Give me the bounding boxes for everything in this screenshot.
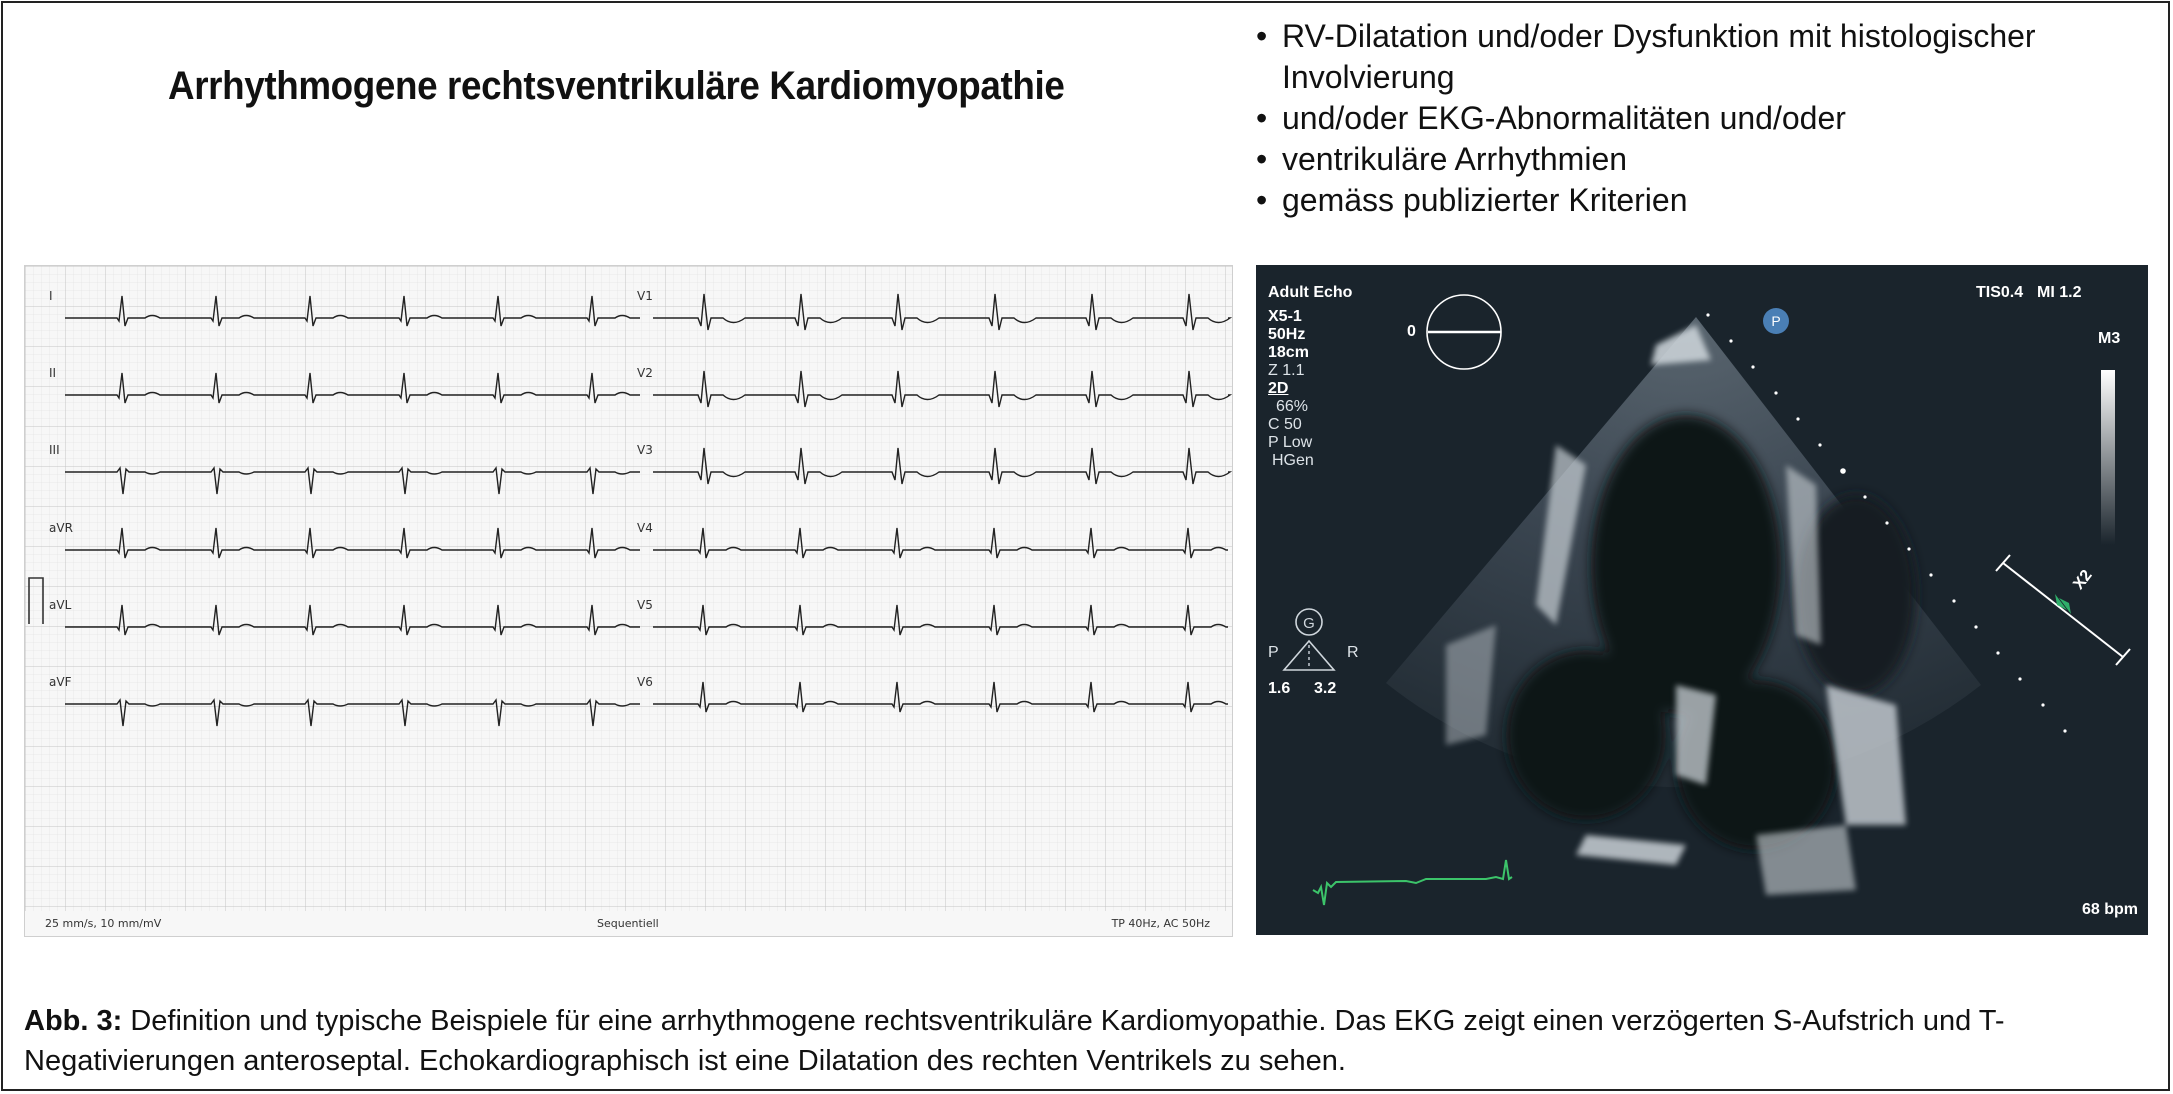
ecg-footer-left: 25 mm/s, 10 mm/mV (45, 917, 162, 930)
ecg-lead-label: aVR (49, 521, 73, 535)
echo-angle: 0 (1407, 323, 1416, 340)
g-marker-label: G (1303, 615, 1315, 632)
orientation-marker-label: P (1771, 313, 1781, 329)
echo-probe: X5-1 (1268, 308, 1302, 325)
ecg-footer-right: TP 40Hz, AC 50Hz (1111, 917, 1210, 930)
figure-caption (24, 1001, 2134, 1081)
gray-scale-bar (2101, 370, 2115, 545)
ecg-chart (25, 266, 1232, 936)
echo-compression: C 50 (1268, 416, 1302, 433)
criteria-item: • RV-Dilatation und/oder Dysfunktion mit histologischer Involvierung (1256, 16, 2173, 98)
ecg-lead-label: V4 (637, 521, 653, 535)
echo-zoom-marker: X2 (2070, 566, 2096, 593)
criteria-item: • ventrikuläre Arrhythmien (1256, 139, 2173, 180)
echo-ecg-trace (1313, 860, 1512, 905)
echo-tis: TIS0.4 (1976, 284, 2024, 301)
figure-title: Arrhythmogene rechtsventrikuläre Kardiomyopathie (168, 64, 1065, 108)
echo-r-value: 3.2 (1314, 680, 1337, 697)
ecg-lead-label: V5 (637, 598, 653, 612)
ecg-lead-label: V6 (637, 675, 653, 689)
ecg-panel (24, 265, 1233, 937)
echo-mode: Adult Echo (1268, 284, 1353, 301)
criteria-item: • und/oder EKG-Abnormalitäten und/oder (1256, 98, 2173, 139)
echo-harmonic: HGen (1272, 452, 1314, 469)
echo-depth: 18cm (1268, 344, 1309, 361)
ecg-footer-center: Sequentiell (597, 917, 659, 930)
ecg-lead-label: aVL (49, 598, 72, 612)
echo-panel (1256, 265, 2148, 935)
ecg-lead-label: II (49, 366, 57, 380)
echo-heart-rate: 68 bpm (2082, 901, 2139, 918)
criteria-item: • gemäss publizierter Kriterien (1256, 180, 2173, 221)
criteria-list (1256, 16, 2173, 221)
echo-frequency: 50Hz (1268, 326, 1306, 343)
echo-p-label: P (1268, 644, 1279, 661)
echo-map: M3 (2098, 330, 2121, 347)
zoom-caliper (1996, 555, 2130, 665)
ecg-grid (25, 266, 1232, 911)
echo-p-value: 1.6 (1268, 680, 1291, 697)
ecg-lead-label: I (49, 289, 53, 303)
echo-power: P Low (1268, 434, 1313, 451)
ecg-lead-label: III (49, 443, 60, 457)
caption-text: Definition und typische Beispiele für eine arrhythmogene rechtsventrikuläre Kardiomyopathie. Das EKG zeigt einen verzögerten S-Aufstrich und T-Negativierungen anteroseptal. Echokardiographisch ist eine Dilatation des rechten Ventrikels zu sehen. (24, 1005, 2005, 1077)
echo-gain: 66% (1276, 398, 1309, 415)
echo-r-label: R (1347, 644, 1359, 661)
ecg-lead-label: V2 (637, 366, 653, 380)
ecg-lead-label: V3 (637, 443, 653, 457)
caption-label: Abb. 3: (24, 1005, 123, 1037)
echo-image (1256, 265, 2148, 935)
ecg-lead-label: V1 (637, 289, 653, 303)
echo-zoom: Z 1.1 (1268, 362, 1305, 379)
ecg-lead-label: aVF (49, 675, 72, 689)
echo-mi: MI 1.2 (2037, 284, 2082, 301)
echo-mode-2d: 2D (1268, 380, 1289, 397)
